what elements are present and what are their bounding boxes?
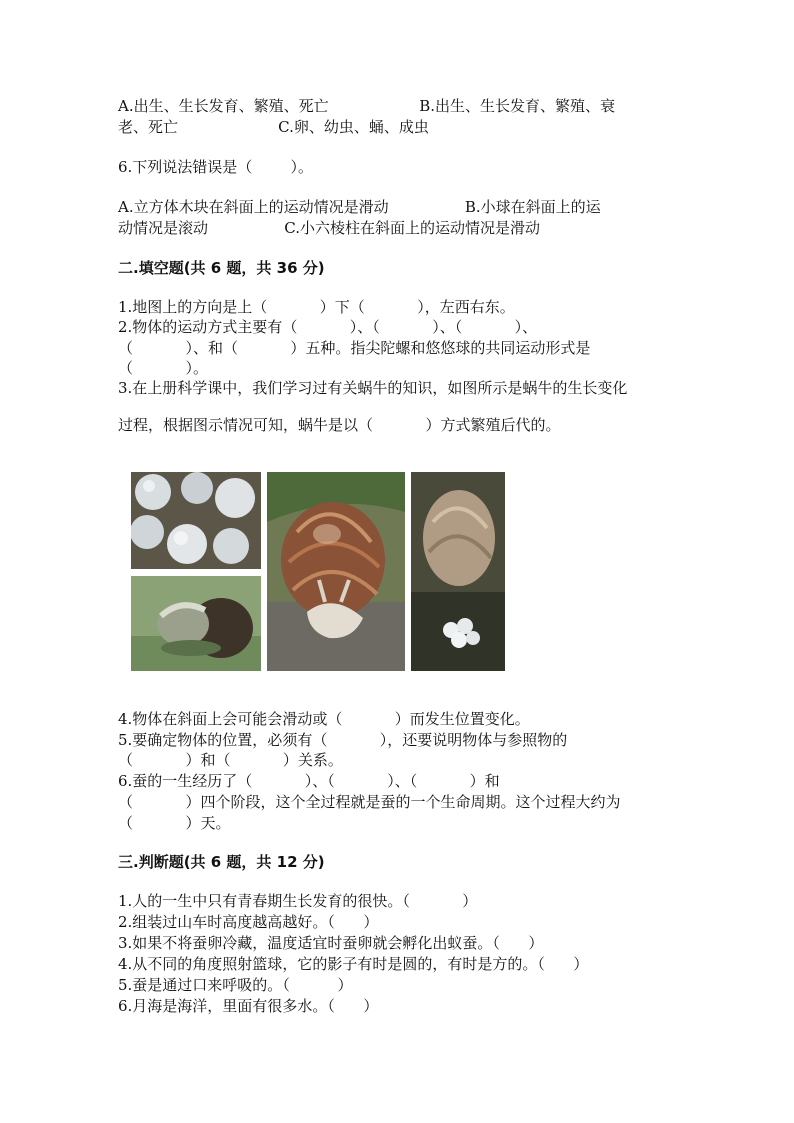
fill-q6-line-3: （ ）天。 [118,814,231,832]
fill-q2-line-3: （ ）。 [118,359,208,377]
q5-option-line-1: A.出生、生长发育、繁殖、死亡 B.出生、生长发育、繁殖、衰 [118,97,615,115]
judge-q4: 4.从不同的角度照射篮球，它的影子有时是圆的，有时是方的。（ ） [118,955,589,973]
fill-q1: 1.地图上的方向是上（ ）下（ ），左西右东。 [118,298,515,316]
fill-q6-line-2: （ ）四个阶段，这个全过程就是蚕的一个生命周期。这个过程大约为 [118,793,621,811]
adult-snail-photo [267,472,405,671]
judge-q2: 2.组装过山车时高度越高越好。（ ） [118,913,379,931]
snail-hatchling-photo [131,576,261,671]
fill-q3-line-1: 3.在上册科学课中，我们学习过有关蜗牛的知识，如图所示是蜗牛的生长变化 [118,379,628,397]
q6-option-line-1: A.立方体木块在斜面上的运动情况是滑动 B.小球在斜面上的运 [118,198,601,216]
q6-option-line-2: 动情况是滚动 C.小六棱柱在斜面上的运动情况是滑动 [118,219,541,237]
snail-with-eggs-photo [411,472,505,671]
judge-q1: 1.人的一生中只有青春期生长发育的很快。（ ） [118,892,478,910]
judge-q6: 6.月海是海洋，里面有很多水。（ ） [118,997,379,1015]
fill-q3-line-2: 过程，根据图示情况可知，蜗牛是以（ ）方式繁殖后代的。 [118,416,561,434]
q6-stem: 6.下列说法错误是（ ）。 [118,158,313,176]
snail-eggs-photo [131,472,261,569]
fill-q4: 4.物体在斜面上会可能会滑动或（ ）而发生位置变化。 [118,710,530,728]
fill-q5-line-1: 5.要确定物体的位置，必须有（ ），还要说明物体与参照物的 [118,731,568,749]
judge-q5: 5.蚕是通过口来呼吸的。（ ） [118,976,353,994]
fill-q2-line-1: 2.物体的运动方式主要有（ ）、（ ）、（ ）、 [118,318,538,336]
q5-option-line-2: 老、死亡 C.卵、幼虫、蛹、成虫 [118,118,429,136]
fill-q6-line-1: 6.蚕的一生经历了（ ）、（ ）、（ ）和 [118,772,500,790]
snail-life-cycle-figure [131,472,505,671]
fill-q2-line-2: （ ）、和（ ）五种。指尖陀螺和悠悠球的共同运动形式是 [118,339,591,357]
fill-q5-line-2: （ ）和（ ）关系。 [118,751,343,769]
section-3-title: 三.判断题(共 6 题，共 12 分) [118,853,325,871]
judge-q3: 3.如果不将蚕卵冷藏，温度适宜时蚕卵就会孵化出蚁蚕。（ ） [118,934,544,952]
section-2-title: 二.填空题(共 6 题，共 36 分) [118,259,325,277]
